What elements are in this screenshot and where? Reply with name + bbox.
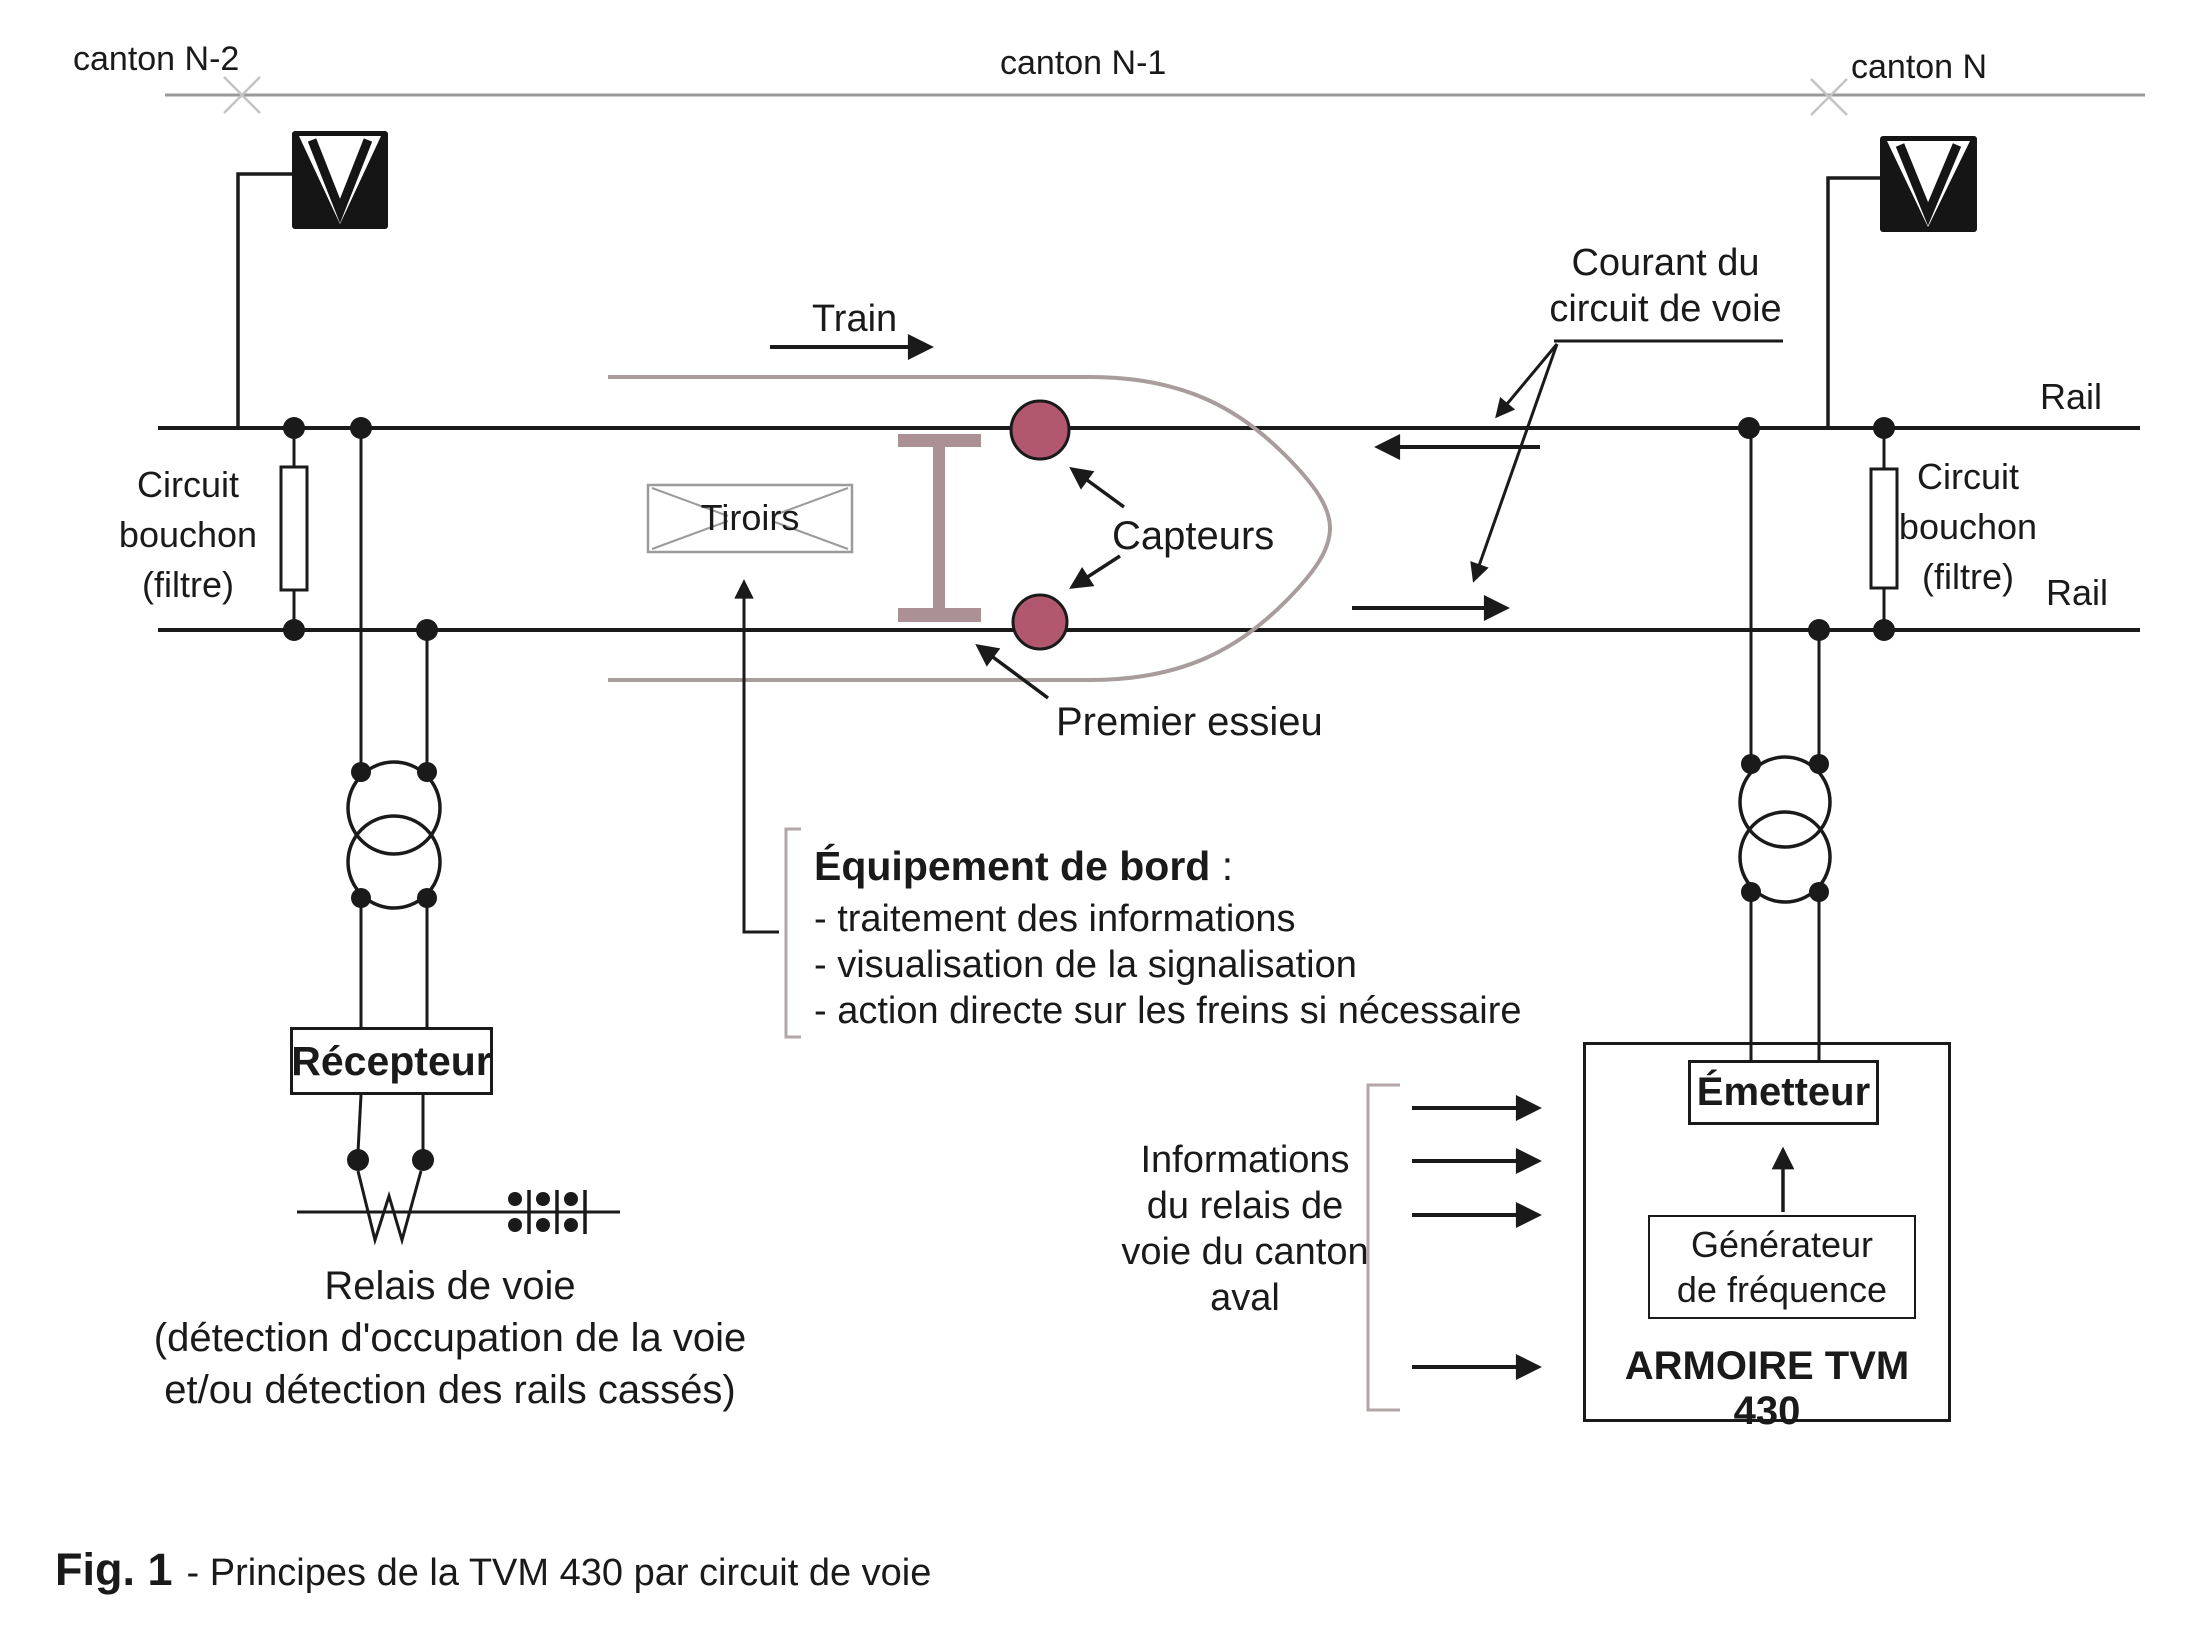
capteur-top bbox=[1011, 401, 1069, 459]
train-label: Train bbox=[812, 298, 898, 340]
emetteur-box bbox=[1688, 1060, 1879, 1125]
axle-ibeam bbox=[898, 434, 981, 622]
recepteur-label: Récepteur bbox=[291, 1037, 492, 1084]
transformer-right bbox=[1740, 428, 1830, 1060]
armoire-tvm-title: ARMOIRE TVM 430 bbox=[1624, 1344, 1910, 1433]
capteurs-label: Capteurs bbox=[1112, 514, 1275, 558]
circuit-bouchon-right-label: Circuit bouchon (filtre) bbox=[1898, 456, 2038, 597]
equipement-title: Équipement de bord : bbox=[814, 843, 1234, 889]
courant-label: Courant du circuit de voie bbox=[1549, 242, 1782, 330]
equipement-bracket bbox=[786, 829, 801, 1037]
circuit-bouchon-left-label: Circuit bouchon (filtre) bbox=[118, 464, 258, 605]
rail-bottom-label: Rail bbox=[2046, 572, 2109, 613]
generateur-label-line2: de fréquence bbox=[1676, 1269, 1888, 1310]
tiroirs-label: Tiroirs bbox=[700, 497, 800, 538]
informations-label: Informations du relais de voie du canton aval bbox=[1121, 1139, 1369, 1319]
relais-de-voie-label: Relais de voie (détection d'occupation de la voie et/ou détection des rails cassés) bbox=[153, 1264, 747, 1412]
figure-caption-text: - Principes de la TVM 430 par circuit de voie bbox=[186, 1552, 932, 1594]
capteur-bottom bbox=[1013, 595, 1067, 649]
track-relay-symbol bbox=[297, 1095, 620, 1240]
figure-caption bbox=[55, 1544, 931, 1596]
rail-junction-dots bbox=[283, 417, 1895, 641]
canton-boundary-cross-right bbox=[1811, 79, 1847, 115]
premier-essieu-label: Premier essieu bbox=[1056, 700, 1323, 744]
canton-n-label: canton N bbox=[1851, 48, 1988, 86]
tiroirs-pointer-arrow bbox=[744, 582, 779, 932]
equipement-item: - action directe sur les freins si nécessaire bbox=[814, 990, 1522, 1032]
figure-caption-number: Fig. 1 bbox=[55, 1544, 173, 1595]
capteur-sensors bbox=[1011, 401, 1069, 649]
equipement-de-bord-block bbox=[814, 842, 1522, 1034]
courant-leader-lines bbox=[1474, 341, 1783, 580]
signal-panel-icon-left bbox=[292, 131, 388, 229]
equipement-item: - traitement des informations bbox=[814, 898, 1296, 940]
informations-arrows bbox=[1412, 1108, 1538, 1367]
rail-top-label: Rail bbox=[2040, 376, 2103, 417]
generateur-box bbox=[1648, 1215, 1916, 1319]
signal-panel-icon-right bbox=[1880, 136, 1977, 232]
canton-n1-label: canton N-1 bbox=[1000, 44, 1167, 82]
equipement-item: - visualisation de la signalisation bbox=[814, 944, 1357, 986]
canton-n2-label: canton N-2 bbox=[73, 40, 240, 78]
recepteur-box bbox=[290, 1027, 493, 1095]
generateur-label-line1: Générateur bbox=[1690, 1224, 1874, 1265]
emetteur-label: Émetteur bbox=[1696, 1070, 1871, 1114]
signal-mast-right bbox=[1828, 178, 1880, 428]
premier-essieu-pointer-arrow bbox=[978, 646, 1048, 698]
transformer-left bbox=[348, 428, 440, 1027]
signal-mast-left bbox=[238, 174, 292, 428]
